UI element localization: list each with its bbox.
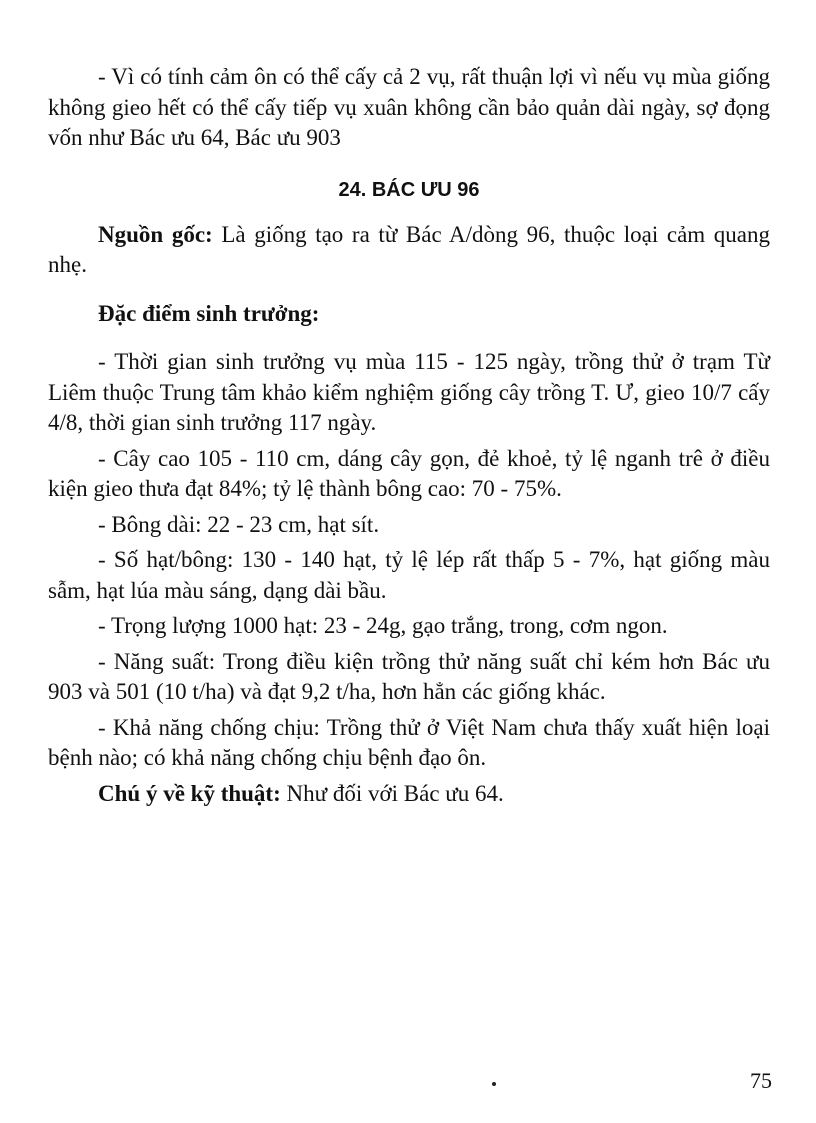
- growth-item-duration: - Thời gian sinh trưởng vụ mùa 115 - 125 ngày, trồng thử ở trạm Từ Liêm thuộc Trung tâm khảo kiểm nghiệm giống cây trồng T. Ư, gieo 10/7 cấy 4/8, thời gian sinh trưởng 117 ngày.: [48, 349, 770, 435]
- section-heading: 24. BÁC ƯU 96: [338, 178, 480, 201]
- growth-item-panicle-length: - Bông dài: 22 - 23 cm, hạt sít.: [98, 511, 380, 537]
- growth-item-resistance: - Khả năng chống chịu: Trồng thử ở Việt Nam chưa thấy xuất hiện loại bệnh nào; có khả năng chống chịu bệnh đạo ôn.: [48, 714, 770, 770]
- origin-label: Nguồn gốc:: [98, 221, 213, 247]
- intro-paragraph: - Vì có tính cảm ôn có thể cấy cả 2 vụ, rất thuận lợi vì nếu vụ mùa giống không gieo hết có thể cấy tiếp vụ xuân không cần bảo quản dài ngày, sợ đọng vốn như Bác ưu 64, Bác ưu 903: [48, 64, 770, 150]
- print-speck: [492, 1082, 496, 1086]
- growth-heading-label: Đặc điểm sinh trưởng:: [98, 300, 320, 326]
- page-number: 75: [750, 1068, 772, 1093]
- growth-heading: [48, 299, 770, 330]
- technique-label: Chú ý về kỹ thuật:: [98, 780, 281, 806]
- technique-text: Như đối với Bác ưu 64.: [280, 780, 504, 806]
- page-body: [48, 62, 770, 809]
- growth-item-yield: - Năng suất: Trong điều kiện trồng thử năng suất chỉ kém hơn Bác ưu 903 và 501 (10 t/ha) và đạt 9,2 t/ha, hơn hẳn các giống khác.: [48, 648, 770, 704]
- origin-paragraph: [48, 220, 770, 281]
- growth-item-grains-per-panicle: - Số hạt/bông: 130 - 140 hạt, tỷ lệ lép rất thấp 5 - 7%, hạt giống màu sẫm, hạt lúa màu sáng, dạng dài bầu.: [48, 547, 770, 603]
- origin-text: Là giống tạo ra từ Bác A/dòng 96, thuộc loại cảm quang nhẹ.: [48, 221, 770, 277]
- growth-item-grain-weight: - Trọng lượng 1000 hạt: 23 - 24g, gạo trắng, trong, cơm ngon.: [98, 613, 668, 638]
- technique-paragraph: [48, 779, 770, 810]
- growth-item-height: - Cây cao 105 - 110 cm, dáng cây gọn, đẻ khoẻ, tỷ lệ nganh trê ở điều kiện gieo thưa đạt 84%; tỷ lệ thành bông cao: 70 - 75%.: [48, 445, 770, 501]
